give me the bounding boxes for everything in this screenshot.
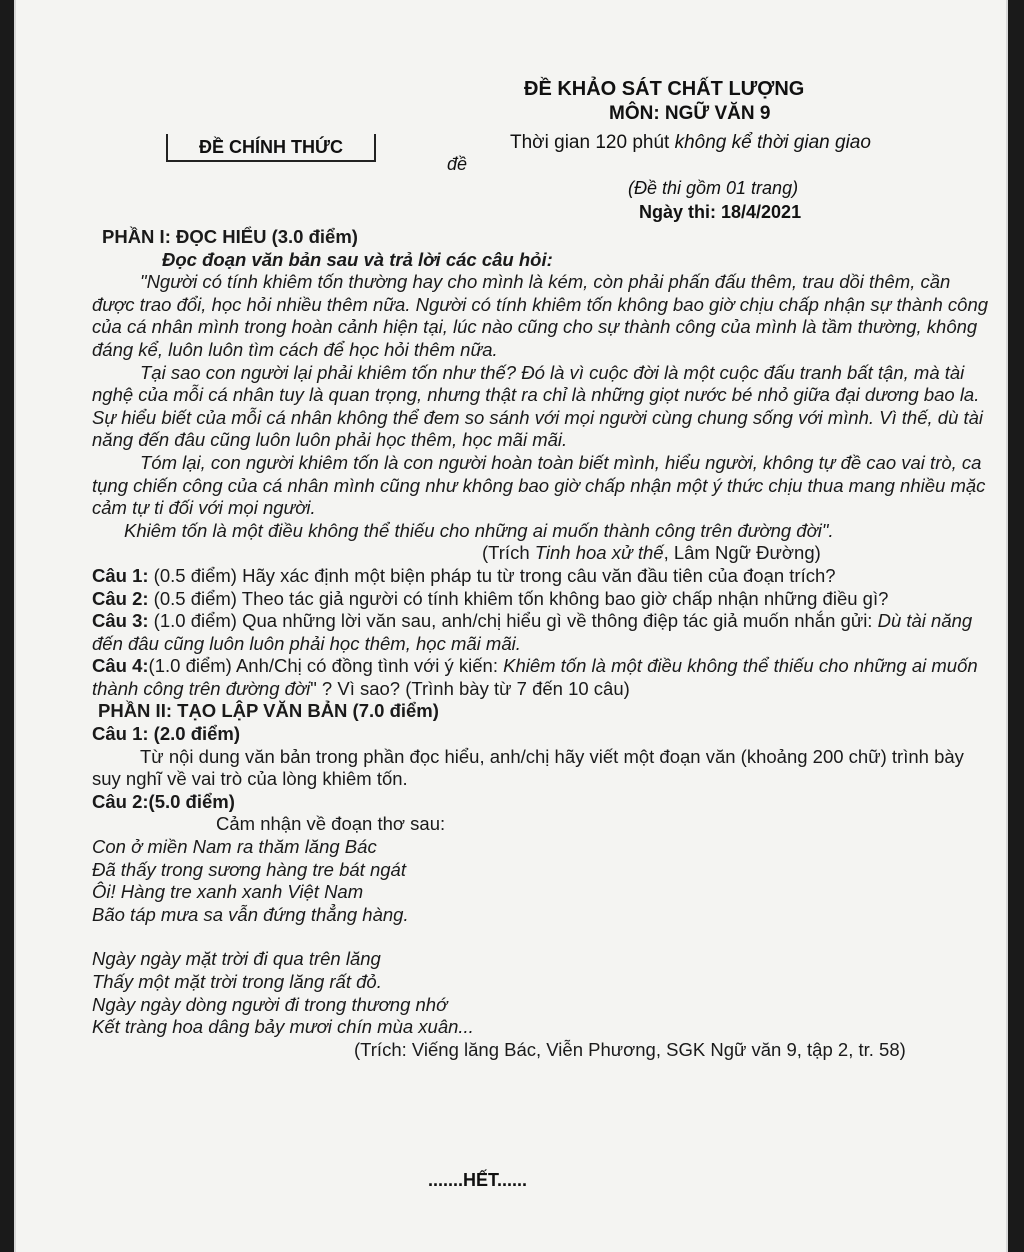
question-3: Câu 3: (1.0 điểm) Qua những lời văn sau, anh/chị hiểu gì về thông điệp tác giả muốn nhắn gửi: Dù tài năng đến đâu cũng luôn luôn phải học thêm, học mãi mãi. (92, 610, 973, 654)
poem-line: Ngày ngày mặt trời đi qua trên lăng (92, 948, 381, 970)
poem-line: Con ở miền Nam ra thăm lăng Bác (92, 836, 377, 858)
question-4: Câu 4:(1.0 điểm) Anh/Chị có đồng tình với ý kiến: Khiêm tốn là một điều không thể thiếu cho những ai muốn thành công trên đường đời" ? Vì sao? (Trình bày từ 7 đến 10 câu) (92, 655, 978, 699)
passage-paragraph: Tóm lại, con người khiêm tốn là con người hoàn toàn biết mình, hiểu người, không tự đề cao vai trò, ca tụng chiến công của cá nhân mình cũng như không bao giờ chấp nhận một ý thức chịu thua mang nhiều mặc cảm tự ti đối với mọi người. (92, 451, 986, 519)
poem-line: Bão táp mưa sa vẫn đứng thẳng hàng. (92, 903, 409, 925)
part2-question-2-label: Câu 2:(5.0 điểm) (92, 790, 235, 812)
exam-body (92, 226, 997, 1061)
poem-line: Ôi! Hàng tre xanh xanh Việt Nam (92, 881, 364, 903)
pages-note: (Đề thi gồm 01 trang) (628, 178, 799, 198)
poem-line: Ngày ngày dòng người đi trong thương nhớ (92, 993, 448, 1015)
passage-paragraph: Khiêm tốn là một điều không thể thiếu cho những ai muốn thành công trên đường đời". (124, 519, 834, 541)
part2-heading: PHẦN II: TẠO LẬP VĂN BẢN (7.0 điểm) (98, 700, 439, 722)
part1-instruction: Đọc đoạn văn bản sau và trả lời các câu hỏi: (162, 248, 553, 270)
poem-line: Thấy một mặt trời trong lăng rất đỏ. (92, 971, 382, 992)
question-1: Câu 1: (0.5 điểm) Hãy xác định một biện pháp tu từ trong câu văn đầu tiên của đoạn trích? (92, 564, 836, 586)
official-label: ĐỀ CHÍNH THỨC (166, 134, 376, 162)
part2-question-1-label: Câu 1: (2.0 điểm) (92, 723, 241, 745)
exam-time-wrap: đề (447, 154, 468, 174)
exam-subject: MÔN: NGỮ VĂN 9 (609, 103, 771, 124)
exam-date: Ngày thi: 18/4/2021 (639, 202, 802, 222)
exam-page (14, 0, 1008, 1252)
passage-source: (Trích Tinh hoa xử thế, Lâm Ngữ Đường) (482, 542, 821, 564)
poem-source: (Trích: Viếng lăng Bác, Viễn Phương, SGK Ngữ văn 9, tập 2, tr. 58) (354, 1038, 906, 1060)
passage-paragraph: Tại sao con người lại phải khiêm tốn như thế? Đó là vì cuộc đời là một cuộc đấu tranh bất tận, mà tài nghệ của mỗi cá nhân tuy là quan trọng, nhưng thật ra chỉ là những giọt nước bé nhỏ giữa đại dương bao la. Sự hiểu biết của mỗi cá nhân không thể đem so sánh với mọi người cùng chung sống với mình. Vì thế, dù tài năng đến đâu cũng luôn luôn phải học thêm, học mãi mãi. (92, 361, 984, 451)
end-marker: .......HẾT...... (428, 1170, 528, 1190)
question-2: Câu 2: (0.5 điểm) Theo tác giả người có tính khiêm tốn không bao giờ chấp nhận những điều gì? (92, 587, 889, 609)
passage-paragraph: "Người có tính khiêm tốn thường hay cho mình là kém, còn phải phấn đấu thêm, trau dồi thêm, cần được trao đổi, học hỏi nhiều thêm nữa. Người có tính khiêm tốn không bao giờ chịu chấp nhận sự thành công của cá nhân mình trong hoàn cảnh hiện tại, lúc nào cũng cho sự thành công của mình là tầm thường, không đáng kể, luôn luôn tìm cách để học hỏi thêm nữa. (92, 271, 989, 360)
exam-time: Thời gian 120 phút không kể thời gian giao (510, 132, 871, 153)
poem-line: Đã thấy trong sương hàng tre bát ngát (92, 858, 406, 880)
part2-question-1-text: Từ nội dung văn bản trong phần đọc hiểu, anh/chị hãy viết một đoạn văn (khoảng 200 chữ) trình bày suy nghĩ về vai trò của lòng khiêm tốn. (92, 745, 964, 790)
exam-title: ĐỀ KHẢO SÁT CHẤT LƯỢNG (524, 78, 805, 100)
part2-question-2-text: Cảm nhận về đoạn thơ sau: (216, 813, 446, 835)
poem-line: Kết tràng hoa dâng bảy mươi chín mùa xuân... (92, 1016, 474, 1038)
part1-heading: PHẦN I: ĐỌC HIỂU (3.0 điểm) (102, 226, 358, 247)
